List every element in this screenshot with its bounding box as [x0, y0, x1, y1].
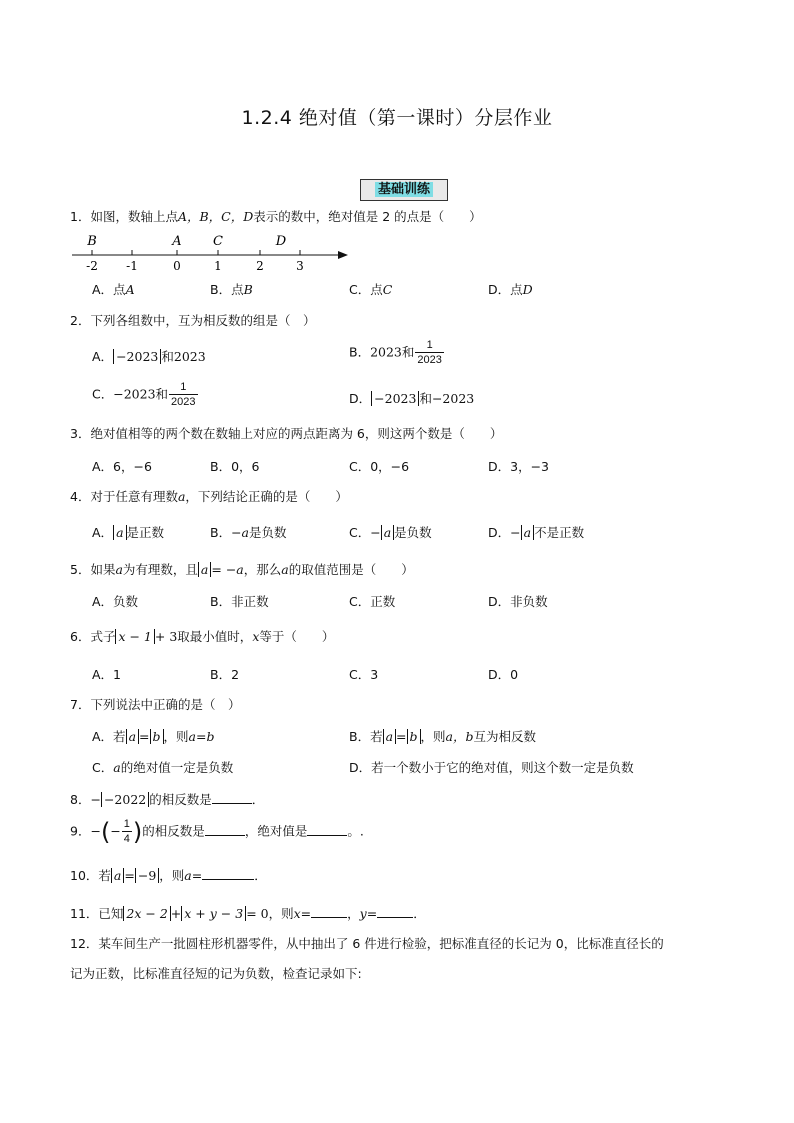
answer-blank[interactable] [205, 835, 245, 836]
question-4-stem: 4．对于任意有理数a，下列结论正确的是（ ） [70, 489, 348, 504]
q5-option-d[interactable]: D．非负数 [488, 594, 548, 609]
question-8: 8．− −2022 的相反数是 ． [70, 792, 265, 807]
q4-option-b[interactable]: B．−a是负数 [210, 525, 287, 540]
q3-option-d[interactable]: D．3，−3 [488, 459, 550, 474]
q7-option-c[interactable]: C．a的绝对值一定是负数 [92, 760, 234, 775]
q7-option-a[interactable]: A．若 a = b ，则a=b [92, 729, 215, 744]
question-9: 9．−(− $\frac{1}{4}$ )的相反数是 ，绝对值是 。. [70, 818, 364, 846]
number-line-tick-label: 1 [214, 259, 222, 273]
question-2-stem: 2．下列各组数中，互为相反数的组是（ ） [70, 313, 316, 328]
question-7-stem: 7．下列说法中正确的是（ ） [70, 697, 241, 712]
number-line-tick-label: 0 [173, 259, 181, 273]
question-6-stem: 6．式子 x − 1 + 3取最小值时，x等于（ ） [70, 629, 335, 644]
q1-option-d[interactable]: D．点D [488, 282, 533, 297]
q4-option-d[interactable]: D．− a 不是正数 [488, 525, 585, 540]
q6-option-c[interactable]: C．3 [349, 667, 379, 682]
number-line-point-label: B [87, 234, 97, 249]
question-1-stem: 1．如图，数轴上点A，B，C，D表示的数中，绝对值是 2 的点是（ ） [70, 209, 482, 224]
answer-blank-x[interactable] [311, 917, 347, 918]
page-title: 1.2.4 绝对值（第一课时）分层作业 [241, 107, 553, 129]
number-line-point-label: A [172, 234, 182, 249]
fraction: $\frac{1}{4}$ [123, 818, 130, 845]
answer-blank[interactable] [212, 803, 252, 804]
q7-option-d[interactable]: D．若一个数小于它的绝对值，则这个数一定是负数 [349, 760, 634, 775]
q3-option-b[interactable]: B．0，6 [210, 459, 260, 474]
fraction: $\frac{1}{2023}$ [171, 381, 196, 408]
q6-option-b[interactable]: B．2 [210, 667, 240, 682]
question-10: 10．若 a = −9 ，则a= ． [70, 868, 267, 883]
q1-option-c[interactable]: C．点C [349, 282, 393, 297]
q7-option-b[interactable]: B．若 a = b ，则a，b互为相反数 [349, 729, 537, 744]
q2-option-d[interactable]: D． −2023 和−2023 [349, 391, 475, 406]
number-line-tick-label: 3 [296, 259, 304, 273]
q6-option-d[interactable]: D．0 [488, 667, 519, 682]
question-5-stem: 5．如果a为有理数，且 a = −a，那么a的取值范围是（ ） [70, 562, 414, 577]
q6-option-a[interactable]: A．1 [92, 667, 122, 682]
question-3-stem: 3．绝对值相等的两个数在数轴上对应的两点距离为 6，则这两个数是（ ） [70, 426, 503, 441]
q3-option-c[interactable]: C．0，−6 [349, 459, 410, 474]
number-line-figure [66, 230, 356, 274]
section-badge: 基础训练 [360, 179, 448, 201]
fraction: $\frac{1}{2023}$ [417, 339, 442, 366]
q1-option-b[interactable]: B．点B [210, 282, 253, 297]
q1-option-a[interactable]: A．点A [92, 282, 135, 297]
number-line-tick-label: 2 [256, 259, 264, 273]
question-12-line-1: 12．某车间生产一批圆柱形机器零件，从中抽出了 6 件进行检验，把标准直径的长记为 0，比标准直径长的 [70, 936, 664, 951]
question-11: 11．已知 2x − 2 + x + y − 3 = 0，则x= ，y= ． [70, 906, 426, 921]
q2-option-c[interactable]: C．−2023和 $\frac{1}{2023}$ [92, 381, 196, 408]
number-line-ticks [86, 250, 304, 273]
number-line-point-label: D [275, 234, 287, 249]
q5-option-c[interactable]: C．正数 [349, 594, 396, 609]
q4-option-a[interactable]: A． a 是正数 [92, 525, 165, 540]
q4-option-c[interactable]: C．− a 是负数 [349, 525, 432, 540]
q2-option-a[interactable]: A． −2023 和2023 [92, 349, 206, 364]
arrow-right-icon [338, 251, 348, 259]
q5-option-b[interactable]: B．非正数 [210, 594, 269, 609]
answer-blank-y[interactable] [377, 917, 413, 918]
answer-blank[interactable] [202, 879, 254, 880]
number-line-point-label: C [213, 234, 223, 249]
q3-option-a[interactable]: A．6，−6 [92, 459, 152, 474]
q2-option-b[interactable]: B．2023和 $\frac{1}{2023}$ [349, 339, 442, 366]
number-line-tick-label: -2 [86, 259, 98, 273]
question-12-line-2: 记为正数，比标准直径短的记为负数，检查记录如下: [70, 966, 362, 981]
number-line-points [86, 234, 287, 249]
q5-option-a[interactable]: A．负数 [92, 594, 139, 609]
answer-blank[interactable] [307, 835, 347, 836]
number-line-tick-label: -1 [126, 259, 138, 273]
